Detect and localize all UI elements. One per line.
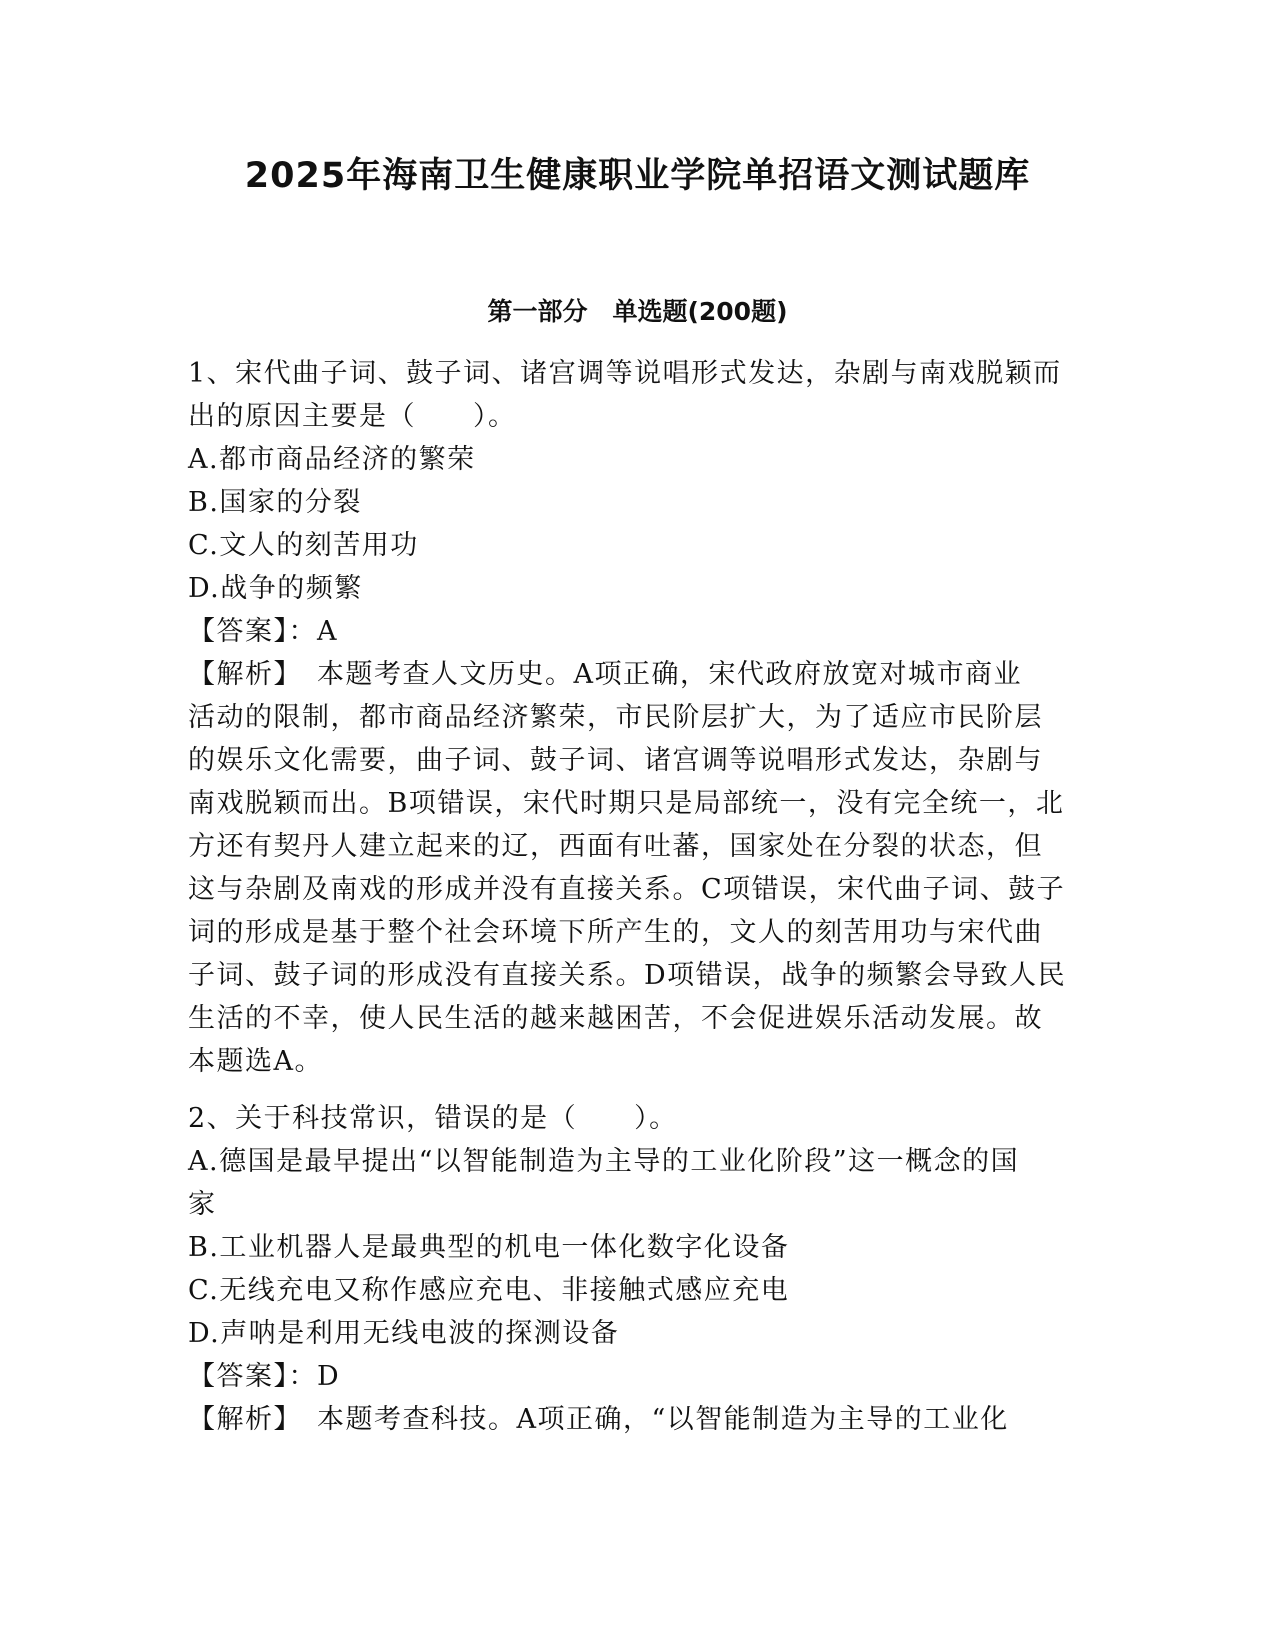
analysis-line: 词的形成是基于整个社会环境下所产生的，文人的刻苦用功与宋代曲 — [188, 917, 1043, 948]
analysis-line: 这与杂剧及南戏的形成并没有直接关系。C项错误，宋代曲子词、鼓子 — [188, 874, 1066, 905]
option-a-continuation: 家 — [188, 1189, 217, 1220]
option-c: C.文人的刻苦用功 — [188, 530, 419, 561]
answer-line: 【答案】：A — [188, 616, 338, 647]
analysis-line: 子词、鼓子词的形成没有直接关系。D项错误，战争的频繁会导致人民 — [188, 960, 1067, 991]
section-heading: 第一部分 单选题(200题) — [487, 297, 788, 326]
option-a: A.德国是最早提出“以智能制造为主导的工业化阶段”这一概念的国 — [188, 1146, 1020, 1177]
option-a: A.都市商品经济的繁荣 — [188, 444, 476, 475]
question-stem-line: 2、关于科技常识，错误的是（ ）。 — [188, 1103, 678, 1134]
answer-line: 【答案】：D — [188, 1361, 341, 1392]
analysis-line: 【解析】 本题考查人文历史。A项正确，宋代政府放宽对城市商业 — [188, 659, 1022, 690]
document-title: 2025年海南卫生健康职业学院单招语文测试题库 — [244, 156, 1031, 196]
analysis-line: 南戏脱颖而出。B项错误，宋代时期只是局部统一，没有完全统一，北 — [188, 788, 1065, 819]
option-d: D.战争的频繁 — [188, 573, 363, 604]
analysis-line: 方还有契丹人建立起来的辽，西面有吐蕃，国家处在分裂的状态，但 — [188, 831, 1043, 862]
option-b: B.工业机器人是最典型的机电一体化数字化设备 — [188, 1232, 790, 1263]
analysis-line: 生活的不幸，使人民生活的越来越困苦，不会促进娱乐活动发展。故 — [188, 1003, 1043, 1034]
analysis-line: 本题选A。 — [188, 1046, 323, 1077]
question-stem-line: 1、宋代曲子词、鼓子词、诸宫调等说唱形式发达，杂剧与南戏脱颖而 — [188, 358, 1062, 389]
option-c: C.无线充电又称作感应充电、非接触式感应充电 — [188, 1275, 790, 1306]
analysis-line: 【解析】 本题考查科技。A项正确，“以智能制造为主导的工业化 — [188, 1404, 1009, 1435]
option-b: B.国家的分裂 — [188, 487, 362, 518]
document-body — [188, 352, 1088, 1441]
analysis-line: 的娱乐文化需要，曲子词、鼓子词、诸宫调等说唱形式发达，杂剧与 — [188, 745, 1043, 776]
analysis-line: 活动的限制，都市商品经济繁荣，市民阶层扩大，为了适应市民阶层 — [188, 702, 1043, 733]
question-2 — [188, 1097, 1088, 1441]
question-stem-line: 出的原因主要是（ ）。 — [188, 401, 517, 432]
question-1 — [188, 352, 1088, 1083]
question-spacer — [188, 1083, 1088, 1097]
option-d: D.声呐是利用无线电波的探测设备 — [188, 1318, 620, 1349]
